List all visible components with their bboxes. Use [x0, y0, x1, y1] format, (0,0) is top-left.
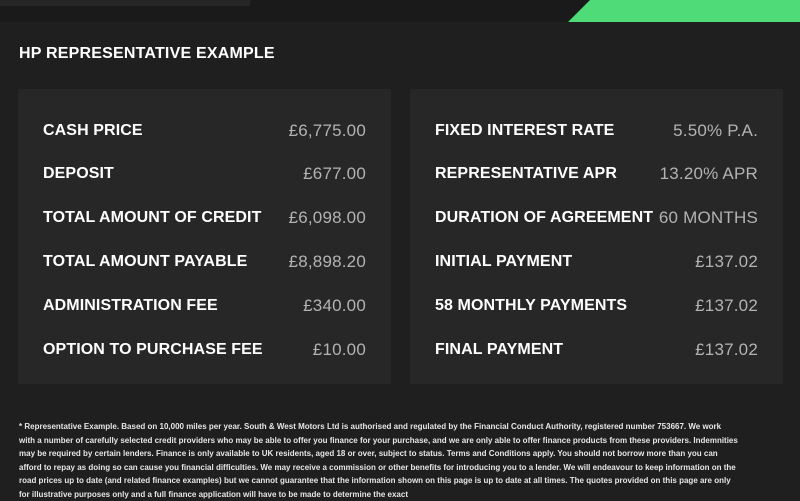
finance-row-admin-fee — [43, 294, 366, 318]
row-label: FIXED INTEREST RATE — [435, 122, 615, 139]
top-tab — [0, 0, 250, 6]
row-label: FINAL PAYMENT — [435, 341, 564, 358]
finance-row-cash-price — [43, 119, 366, 143]
finance-row-apr — [435, 162, 758, 186]
finance-panel-right — [410, 89, 783, 384]
row-value: 13.20% APR — [659, 164, 758, 183]
finance-row-option-fee — [43, 338, 366, 362]
finance-row-initial-payment — [435, 250, 758, 274]
row-label: INITIAL PAYMENT — [435, 253, 573, 270]
row-value: £677.00 — [303, 164, 366, 183]
row-label: DEPOSIT — [43, 165, 114, 182]
finance-row-interest-rate — [435, 119, 758, 143]
row-value: 5.50% P.A. — [673, 121, 758, 140]
row-label: OPTION TO PURCHASE FEE — [43, 341, 263, 358]
row-label: 58 MONTHLY PAYMENTS — [435, 297, 628, 314]
row-value: £6,098.00 — [288, 208, 366, 227]
finance-row-deposit — [43, 162, 366, 186]
finance-row-total-credit — [43, 206, 366, 230]
finance-row-duration — [435, 206, 758, 230]
top-bar — [0, 0, 800, 22]
row-label: CASH PRICE — [43, 122, 143, 139]
finance-row-total-payable — [43, 250, 366, 274]
row-value: 60 MONTHS — [658, 208, 758, 227]
row-value: £137.02 — [695, 296, 758, 315]
row-value: £340.00 — [303, 296, 366, 315]
finance-panel-left — [18, 89, 391, 384]
row-value: £6,775.00 — [288, 121, 366, 140]
page-title: HP REPRESENTATIVE EXAMPLE — [19, 45, 275, 62]
row-value: £10.00 — [312, 340, 366, 359]
row-label: ADMINISTRATION FEE — [43, 297, 218, 314]
finance-row-final-payment — [435, 338, 758, 362]
row-value: £137.02 — [695, 340, 758, 359]
accent-banner[interactable] — [568, 0, 800, 22]
row-label: DURATION OF AGREEMENT — [435, 209, 654, 226]
finance-row-monthly-payments — [435, 294, 758, 318]
finance-disclaimer: * Representative Example. Based on 10,000 miles per year. South & West Motors Ltd is authorised and regulated by the Financial Conduct Authority, registered number 753667. We work with a number of carefully selected credit providers who may be able to offer you finance for your purchase, and we are only able to offer finance products from these providers. Indemnities may be required by certain lenders. Finance is only available to UK residents, aged 18 or over, subject to status. Terms and Conditions apply. You should not borrow more than you can afford to repay as doing so can cause you financial difficulties. We may receive a commission or other benefits for introducing you to a lender. We will endeavour to keep information on the road prices up to date (and related finance examples) but we cannot guarantee that the information shown on this page is up to date at all times. The quotes provided on this page are only for illustrative purposes only and a full finance application will have to be made to determine the exact — [19, 422, 738, 499]
row-label: REPRESENTATIVE APR — [435, 165, 617, 182]
row-value: £8,898.20 — [288, 252, 366, 271]
row-value: £137.02 — [695, 252, 758, 271]
row-label: TOTAL AMOUNT PAYABLE — [43, 253, 248, 270]
row-label: TOTAL AMOUNT OF CREDIT — [43, 209, 262, 226]
